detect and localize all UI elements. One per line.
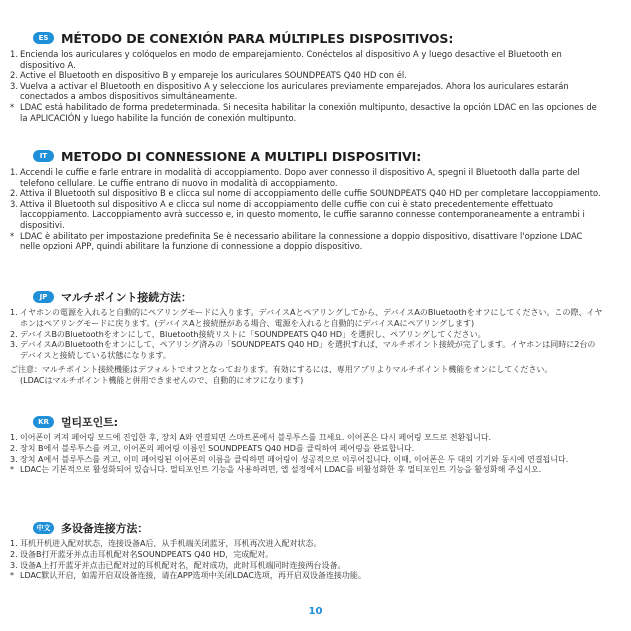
list-item: 2. 장치 B에서 블루투스를 켜고, 이어폰의 페어링 이름인 SOUNDPEATS Q40 HD를 클릭하여 페어링을 완료합니다. <box>10 443 415 453</box>
language-badge: IT <box>33 150 54 162</box>
list-item: * LDAC è abilitato per impostazione predefinita Se è necessario abilitare la connessione a doppio dispositivo, disattivare l'opzione LDAC nelle opzioni APP, quindi abilitare la funzione di connessione a doppio dispositivo. <box>10 230 583 252</box>
section-title: 멀티포인트: <box>61 416 118 429</box>
section-it <box>0 148 631 252</box>
list-item: 1. 이어폰이 켜져 페어링 모드에 진입한 후, 장치 A와 연결되면 스마트폰에서 블루투스를 끄세요. 이어폰은 다시 페어링 모드로 전환됩니다. <box>10 433 492 442</box>
note-subtext: (LDACはマルチポイント機能と併用できませんので、自動的にオフになります) <box>20 375 304 385</box>
section-header <box>0 414 631 430</box>
section-header <box>0 289 631 305</box>
list-item: 3. 设备A上打开蓝牙并点击已配对过的耳机配对名，配对成功，此时耳机端同时连接两台设备。 <box>10 560 346 570</box>
instruction-list <box>0 308 631 362</box>
language-badge: JP <box>33 291 54 303</box>
list-item: 3. デバイスAのBluetoothをオンにして、ペアリング済みの「SOUNDPEATS Q40 HD」を選択すれば、マルチポイント接続が完了します。イヤホンは同時に2台のデバイスと接続している状態になります。 <box>10 340 596 361</box>
section-zh <box>0 520 631 582</box>
section-es <box>0 30 631 123</box>
list-item: 3. Vuelva a activar el Bluetooth en dispositivo A y seleccione los auriculares previamente emparejados. Ahora los auriculares estarán conectados a ambos dispositivos simultáneamente. <box>10 80 569 102</box>
section-title: MÉTODO DE CONEXIÓN PARA MÚLTIPLES DISPOSITIVOS: <box>61 30 454 46</box>
instruction-list <box>0 167 631 252</box>
section-header <box>0 148 631 164</box>
list-item: * LDAC默认开启，如需开启双设备连接，请在APP选项中关闭LDAC选项，再开启双设备连接功能。 <box>10 571 366 581</box>
language-badge: ES <box>33 32 54 44</box>
list-item: 3. 장치 A에서 블루투스를 켜고, 이미 페어링된 이어폰의 이름을 클릭하면 페어링이 성공적으로 이루어집니다. 이때, 이어폰은 두 대의 기기와 동시에 연결됩니다. <box>10 454 569 464</box>
list-item: 2. Attiva il Bluetooth sul dispositivo B e clicca sul nome di accoppiamento delle cuffie SOUNDPEATS Q40 HD per completare laccoppiamento. <box>10 188 601 199</box>
list-item: 3. Attiva il Bluetooth sul dispositivo A e clicca sul nome di accoppiamento delle cuffie con cui è stato precedentemente effettuato laccoppiamento. Laccoppiamento avrà successo e, in questo momento, le cuffie saranno connesse contemporaneamente a entrambi i dispositivi. <box>10 198 585 230</box>
list-item: * LDAC는 기본적으로 활성화되어 있습니다. 멀티포인트 기능을 사용하려면, 앱 설정에서 LDAC를 비활성화한 후 멀티포인트 기능을 활성화해 주십시오. <box>10 465 542 475</box>
language-badge: KR <box>33 416 54 428</box>
list-item: 2. デバイスBのBluetoothをオンにして、Bluetooth接続リストに「SOUNDPEATS Q40 HD」を選択し、ペアリングしてください。 <box>10 329 486 339</box>
section-title: 多设备连接方法： <box>61 522 149 535</box>
list-item: 1. 耳机开机进入配对状态，连接设备A后，从手机端关闭蓝牙，耳机再次进入配对状态。 <box>10 539 322 548</box>
section-jp <box>0 289 631 387</box>
section-header <box>0 520 631 536</box>
language-badge: 中文 <box>33 522 54 534</box>
note-text: ご注意：マルチポイント接続機能はデフォルトでオフとなっております。有効にするには、専用アプリよりマルチポイント機能をオンにしてください。 <box>10 364 553 374</box>
instruction-list <box>0 539 631 582</box>
list-item: 1. Accendi le cuffie e farle entrare in modalità di accoppiamento. Dopo aver connesso il dispositivo A, spegni il Bluetooth dalla parte del telefono cellulare. Le cuffie entrano di nuovo in modalità di accoppiamento. <box>10 167 580 188</box>
instruction-list <box>0 49 631 123</box>
section-kr <box>0 414 631 476</box>
section-title: METODO DI CONNESSIONE A MULTIPLI DISPOSITIVI: <box>61 148 422 164</box>
page-number: 10 <box>308 606 323 617</box>
list-item: 2. Active el Bluetooth en dispositivo B y empareje los auriculares SOUNDPEATS Q40 HD con él. <box>10 70 407 81</box>
list-item: 2. 设备B打开蓝牙并点击耳机配对名SOUNDPEATS Q40 HD，完成配对。 <box>10 549 274 559</box>
instruction-list <box>0 433 631 476</box>
list-item: * LDAC está habilitado de forma predeterminada. Si necesita habilitar la conexión multipunto, desactive la opción LDAC en las opciones de la APLICACIÓN y luego habilite la función de conexión multipunto. <box>10 101 597 123</box>
list-item: 1. イヤホンの電源を入れると自動的にペアリングモードに入ります。デバイスAとペアリングしてから、デバイスAのBluetoothをオフにしてください。この際、イヤホンはペアリングモードに戻ります。(デバイスAと接続歴がある場合、電源を入れると自動的にデバイスAにペアリングします) <box>10 308 603 328</box>
section-header <box>0 30 631 46</box>
section-title: マルチポイント接続方法： <box>61 291 192 304</box>
list-item: 1. Encienda los auriculares y colóquelos en modo de emparejamiento. Conéctelos al dispositivo A y luego desactive el Bluetooth en dispositivo A. <box>10 49 562 70</box>
